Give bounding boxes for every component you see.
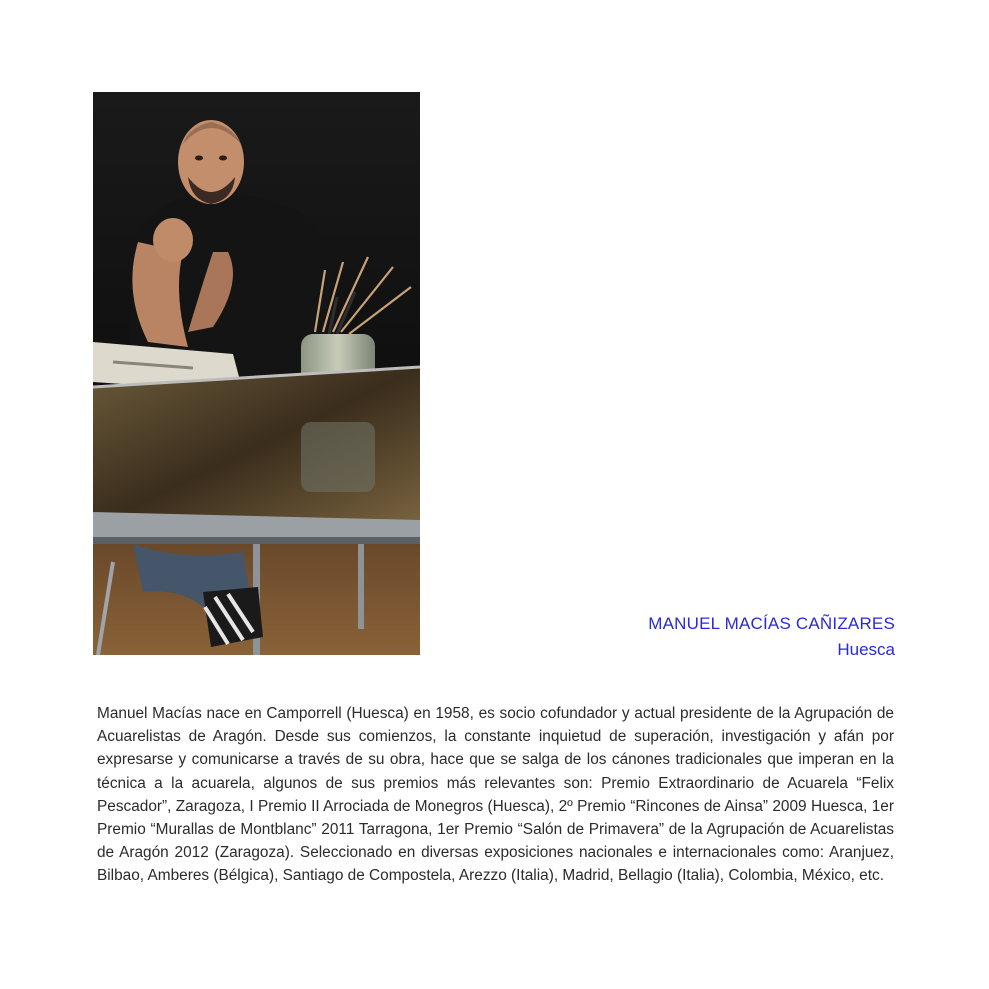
portrait-illustration xyxy=(93,92,420,655)
artist-biography: Manuel Macías nace en Camporrell (Huesca) en 1958, es socio cofundador y actual presidente de la Agrupación de Acuarelistas de Aragón. Desde sus comienzos, la constante inquietud de superación, investigación y afán por expresarse y comunicarse a través de su obra, hace que se salga de los cánones tradicionales que imperan en la técnica a la acuarela, algunos de sus premios más relevantes son: Premio Extraordinario de Acuarela “Felix Pescador”, Zaragoza, I Premio II Arrociada de Monegros (Huesca), 2º Premio “Rincones de Ainsa” 2009 Huesca, 1er Premio “Murallas de Montblanc” 2011 Tarragona, 1er Premio “Salón de Primavera” de la Agrupación de Acuarelistas de Aragón 2012 (Zaragoza). Seleccionado en diversas exposiciones nacionales e internacionales como: Aranjuez, Bilbao, Amberes (Bélgica), Santiago de Compostela, Arezzo (Italia), Madrid, Bellagio (Italia), Colombia, México, etc. xyxy=(97,705,894,885)
artist-portrait-photo xyxy=(93,92,420,655)
artist-city: Huesca xyxy=(837,640,895,659)
artist-name: MANUEL MACÍAS CAÑIZARES xyxy=(648,614,895,633)
